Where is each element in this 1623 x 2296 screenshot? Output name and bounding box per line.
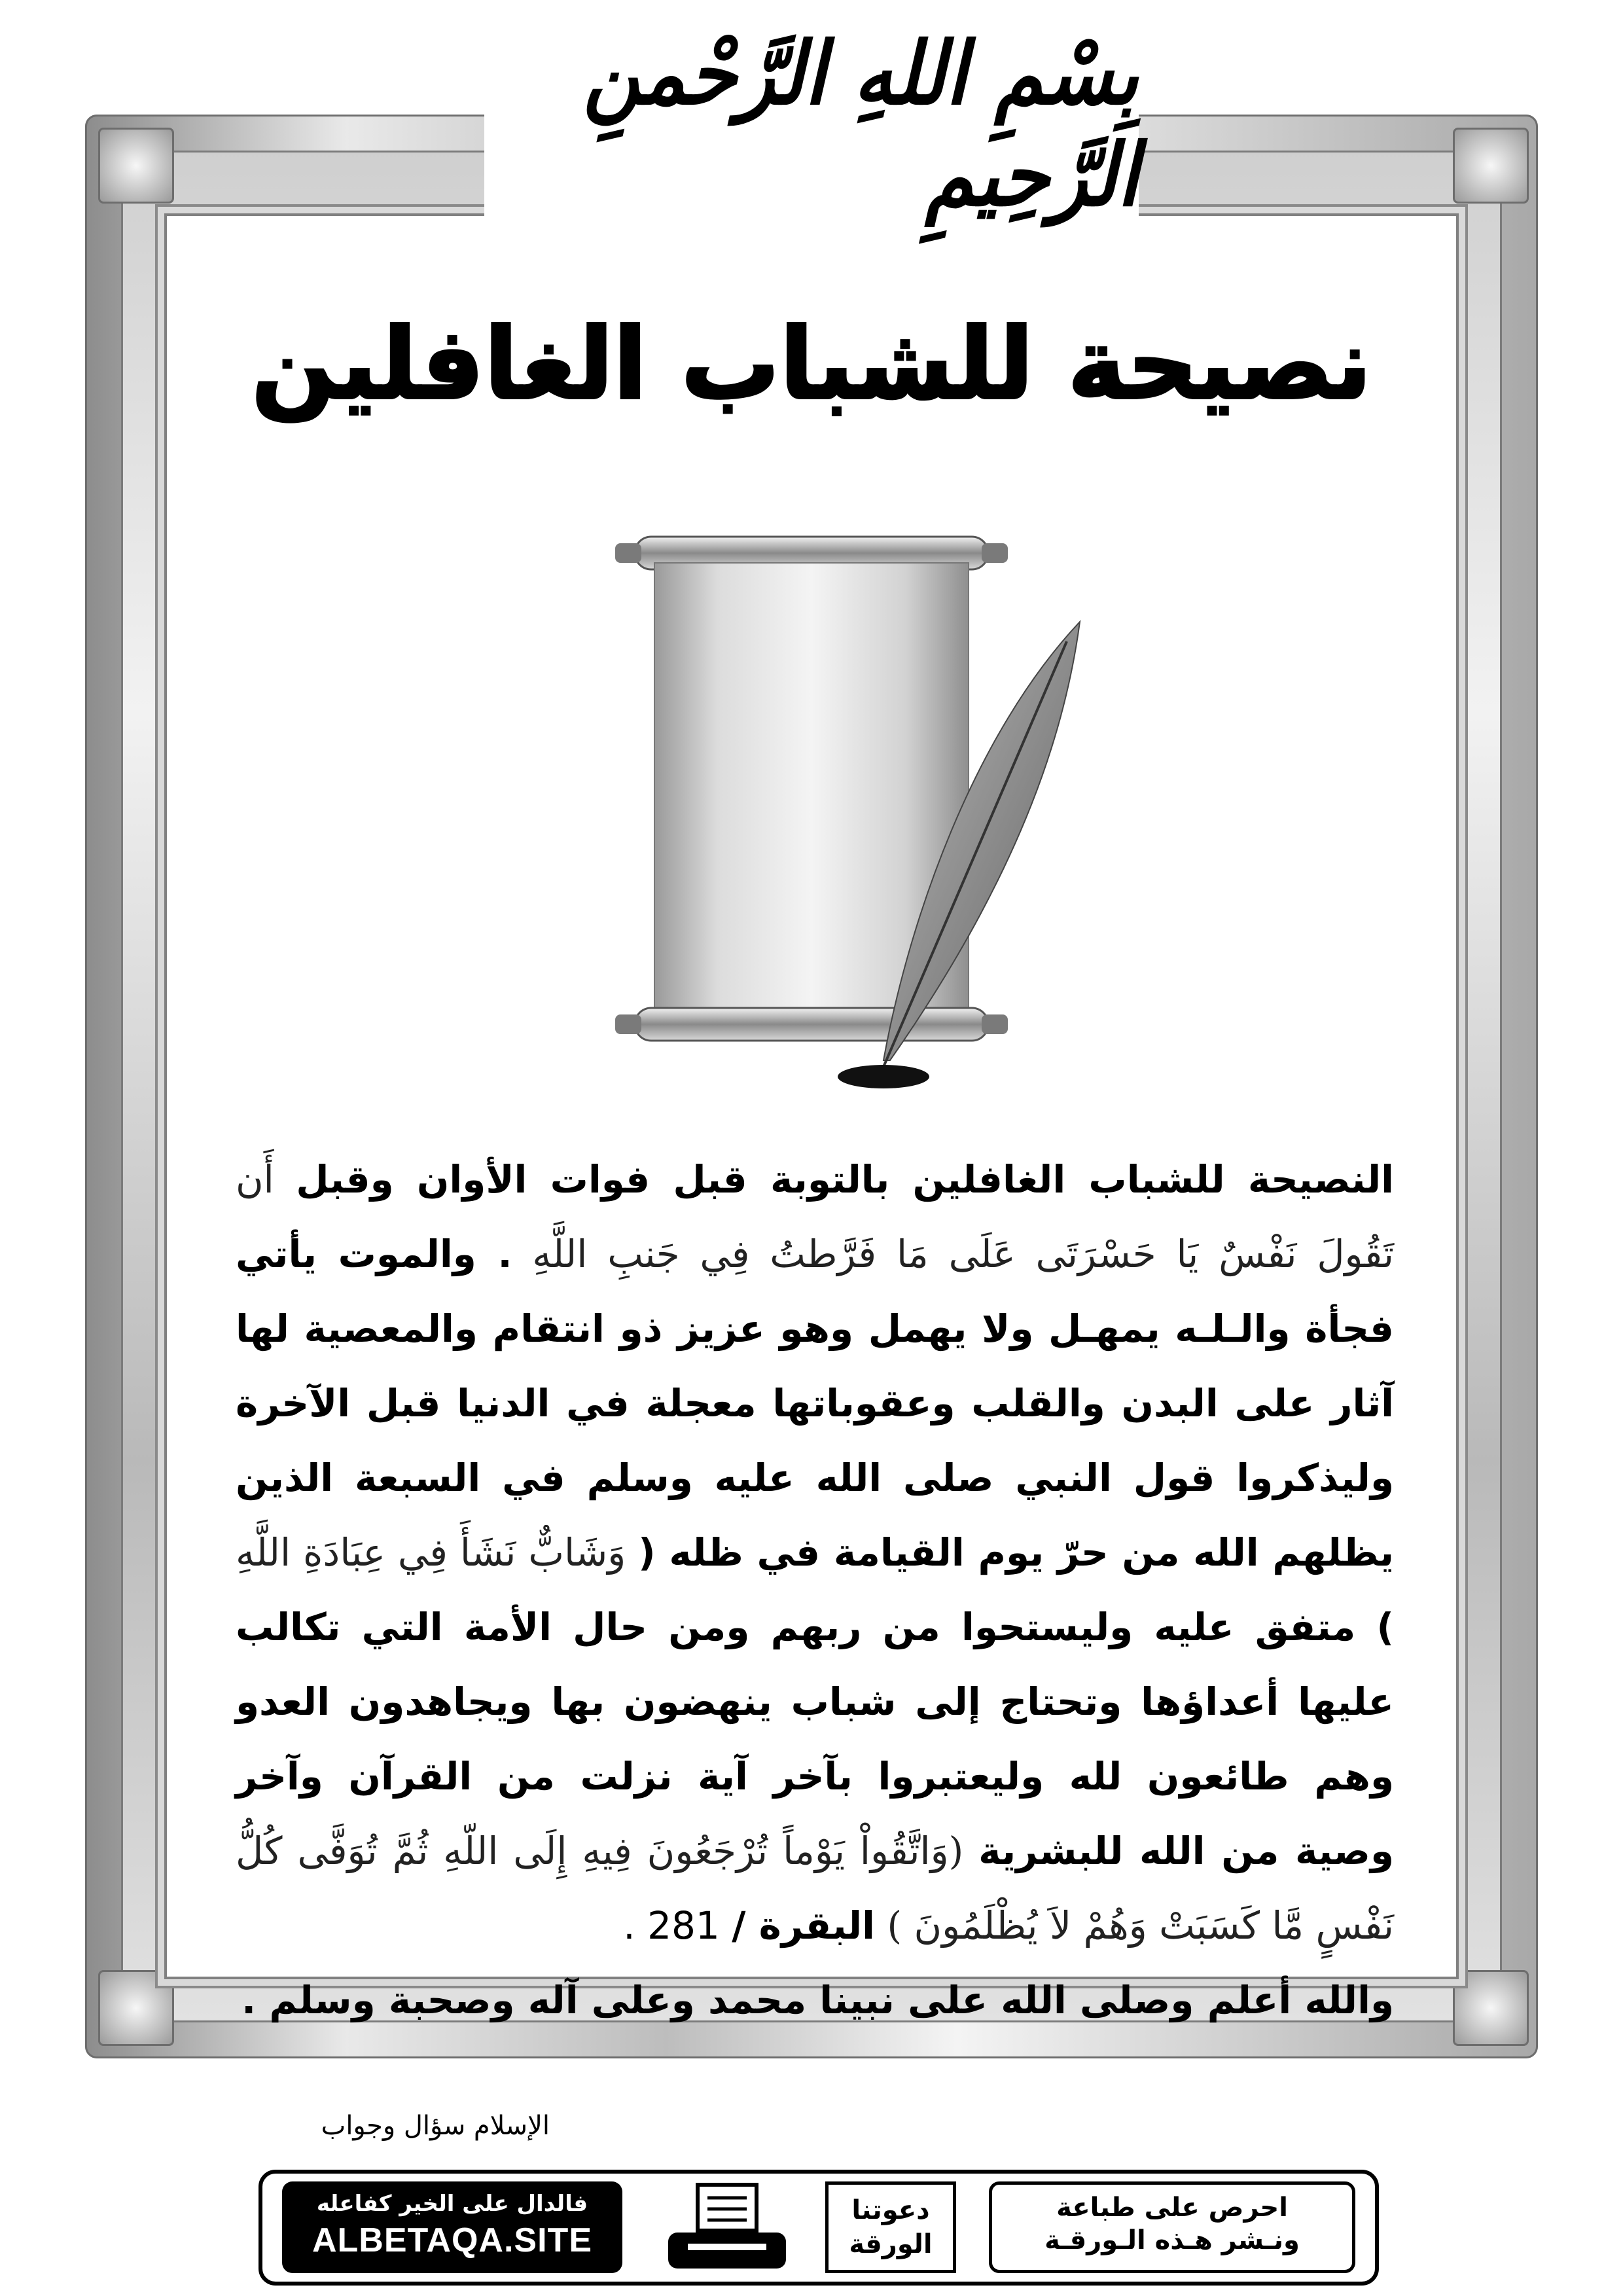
frame-corner [98, 1970, 174, 2046]
footer-slogan: فالدال على الخير كفاعله [316, 2191, 588, 2217]
dawatuna-logo [825, 2181, 956, 2273]
website-box [282, 2181, 622, 2273]
printer-icon [662, 2181, 793, 2273]
page-title: نصيحة للشباب الغافلين [251, 308, 1372, 422]
print-request-box [989, 2181, 1355, 2273]
footer-banner [259, 2170, 1379, 2286]
basmala-header [484, 22, 1139, 226]
hadith-quote: وَشَابٌّ نَشَأَ فِي عِبَادَةِ اللَّهِ [236, 1530, 626, 1575]
body-text: . والموت يأتي فجأة والـلـه يمهـل ولا يهمل وهو عزيز ذو انتقام والمعصية لها آثار على البدن والقلب وعقوباتها معجلة في الدنيا قبل الآخرة وليذكروا قول النبي صلى الله عليه وسلم في السبعة الذين يظلهم الله من حرّ يوم القيامة في ظله ( [236, 1232, 1394, 1575]
scroll-illustration [609, 524, 1106, 1100]
verse-number: 281 . [623, 1903, 720, 1948]
frame-corner [1453, 1970, 1529, 2046]
logo-line: دعوتنا [851, 2195, 930, 2225]
quran-verse: (وَاتَّقُواْ يَوْماً تُرْجَعُونَ فِيهِ إِلَى اللّهِ ثُمَّ تُوَفَّى كُلُّ نَفْسٍ مَّا كَسَبَتْ وَهُمْ لاَ يُظْلَمُونَ ) [236, 1829, 1394, 1948]
logo-line: الورقة [849, 2229, 933, 2259]
print-request-line: احرص على طباعة [1056, 2193, 1288, 2223]
source-credit: الإسلام سؤال وجواب [321, 2111, 550, 2141]
advice-body [236, 1142, 1394, 2037]
website-link[interactable]: ALBETAQA.SITE [312, 2221, 593, 2259]
frame-corner [98, 128, 174, 204]
print-request-line: ونـشر هـذه الـورقـة [1044, 2225, 1300, 2255]
closing-line: والله أعلم وصلى الله على نبينا محمد وعلى آله وصحبة وسلم . [241, 1978, 1394, 2022]
quran-verse: أَن تَقُولَ نَفْسٌ يَا حَسْرَتَى عَلَى مَا فَرَّطتُ فِي جَنبِ اللَّهِ [236, 1157, 1394, 1276]
body-text: ) متفق عليه وليستحوا من ربهم ومن حال الأمة التي تكالب عليها أعداؤها وتحتاج إلى شباب ينهضون بها ويجاهدون العدو وهم طائعون لله وليعتبروا بآخر آية نزلت من القرآن وآخر وصية من الله للبشرية [236, 1605, 1395, 1873]
frame-corner [1453, 128, 1529, 204]
basmala-text: بِسْمِ اللهِ الرَّحْمنِ الرَّحِيمِ [583, 22, 1139, 226]
body-intro: النصيحة للشباب الغافلين بالتوبة قبل فوات الأوان وقبل [296, 1157, 1394, 1202]
surah-reference: البقرة / [732, 1903, 876, 1948]
